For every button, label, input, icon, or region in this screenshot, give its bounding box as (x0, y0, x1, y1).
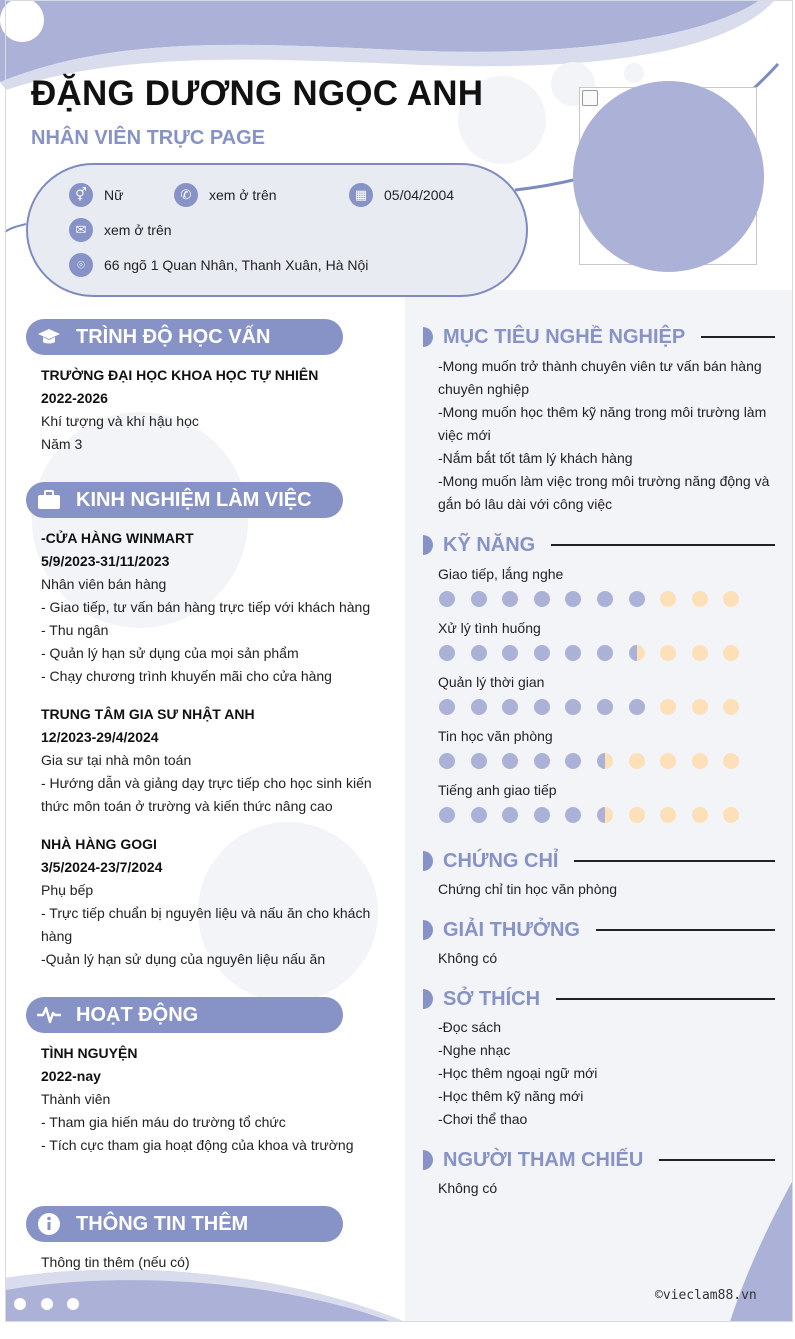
hobby-item: -Nghe nhạc (438, 1042, 511, 1058)
gender-icon: ⚥ (69, 183, 93, 207)
skill-dot (471, 807, 487, 823)
section-divider (659, 1159, 775, 1161)
references-title: NGƯỜI THAM CHIẾU (443, 1148, 644, 1171)
skill-dot (534, 807, 550, 823)
section-marker (423, 327, 433, 347)
job-position: Phụ bếp (41, 882, 94, 898)
education-heading (26, 319, 343, 355)
certificates-heading (423, 848, 775, 874)
skill-rating (439, 753, 759, 769)
section-divider (551, 544, 775, 546)
skills-heading (423, 532, 775, 558)
skill-dot (471, 645, 487, 661)
section-divider (701, 336, 775, 338)
skill-dot (660, 699, 676, 715)
awards-heading (423, 917, 775, 943)
school-name: TRƯỜNG ĐẠI HỌC KHOA HỌC TỰ NHIÊN (41, 367, 319, 383)
job-entry (41, 833, 379, 971)
objective-item: -Mong muốn làm việc trong môi trường năng động và gắn bó lâu dài với công việc (438, 473, 770, 512)
email-value: xem ở trên (104, 222, 172, 238)
education-block (41, 364, 379, 456)
job-period: 3/5/2024-23/7/2024 (41, 859, 163, 875)
info-icon (36, 1211, 62, 1237)
activities-heading (26, 997, 343, 1033)
skill-dot (597, 591, 613, 607)
references-block (438, 1177, 776, 1200)
reference-text: Không có (438, 1180, 498, 1196)
skill-dot (502, 645, 518, 661)
skill-dot (692, 699, 708, 715)
footer-dot (67, 1298, 79, 1310)
skill-dot (660, 807, 676, 823)
skill-dot (502, 699, 518, 715)
hobby-item: -Chơi thể thao (438, 1111, 528, 1127)
job-position: Nhân viên bán hàng (41, 576, 167, 592)
skill-dot (502, 753, 518, 769)
skill-dot (597, 807, 613, 823)
activities-block (41, 1042, 379, 1157)
address-value: 66 ngõ 1 Quan Nhân, Thanh Xuân, Hà Nội (104, 257, 369, 273)
skill-dot (692, 645, 708, 661)
briefcase-icon (36, 487, 62, 513)
birthday-value: 05/04/2004 (384, 187, 455, 203)
objective-block (438, 355, 776, 516)
hobbies-title: SỞ THÍCH (443, 987, 541, 1010)
skill-rating (439, 807, 759, 823)
job-entry (41, 527, 379, 688)
skill-dot (723, 699, 739, 715)
skill-dot (534, 591, 550, 607)
skill-name: Xử lý tình huống (438, 620, 541, 636)
company-name: -CỬA HÀNG WINMART (41, 530, 194, 546)
section-marker (423, 1150, 433, 1170)
section-marker (423, 851, 433, 871)
certificates-title: CHỨNG CHỈ (443, 849, 559, 872)
skill-dot (723, 807, 739, 823)
skill-dot (692, 807, 708, 823)
activity-period: 2022-nay (41, 1068, 101, 1084)
skill-name: Tiếng anh giao tiếp (438, 782, 557, 798)
references-heading (423, 1147, 775, 1173)
skill-dot (565, 753, 581, 769)
footer-dot (41, 1298, 53, 1310)
skill-dot (692, 753, 708, 769)
section-divider (556, 998, 775, 1000)
education-period: 2022-2026 (41, 390, 108, 406)
skill-dot (471, 591, 487, 607)
skill-dot (471, 699, 487, 715)
job-detail: - Quản lý hạn sử dụng của mọi sản phẩm (41, 645, 299, 661)
hobby-item: -Đọc sách (438, 1019, 502, 1035)
gender-value: Nữ (104, 187, 124, 203)
skill-dot (660, 645, 676, 661)
skill-dot (597, 753, 613, 769)
certificates-block (438, 878, 776, 901)
objective-title: MỤC TIÊU NGHỀ NGHIỆP (443, 325, 686, 348)
skill-rating (439, 591, 759, 607)
additional-block (41, 1251, 379, 1274)
job-detail: -Quản lý hạn sử dụng của nguyên liệu nấu ăn (41, 951, 326, 967)
contact-phone (174, 183, 277, 207)
awards-title: GIẢI THƯỞNG (443, 918, 580, 941)
skill-dot (502, 591, 518, 607)
broken-image-icon (582, 90, 598, 106)
activities-title: HOẠT ĐỘNG (76, 1003, 199, 1026)
contact-email (69, 218, 172, 242)
skill-dot (629, 753, 645, 769)
objective-item: -Nắm bắt tốt tâm lý khách hàng (438, 450, 633, 466)
company-name: TRUNG TÂM GIA SƯ NHẬT ANH (41, 706, 255, 722)
contact-birthday (349, 183, 454, 207)
section-marker (423, 535, 433, 555)
company-name: NHÀ HÀNG GOGI (41, 836, 157, 852)
skill-dot (439, 591, 455, 607)
skill-dot (660, 591, 676, 607)
objective-heading (423, 324, 775, 350)
location-pin-icon: ⌾ (69, 253, 93, 277)
activity-org: TÌNH NGUYỆN (41, 1045, 138, 1061)
skill-dot (565, 645, 581, 661)
hobby-item: -Học thêm kỹ năng mới (438, 1088, 584, 1104)
graduation-cap-icon (36, 324, 62, 350)
skill-dot (534, 645, 550, 661)
experience-block (41, 527, 379, 971)
footer-dot (14, 1298, 26, 1310)
skill-dot (723, 645, 739, 661)
skill-dot (565, 807, 581, 823)
phone-value: xem ở trên (209, 187, 277, 203)
job-title: NHÂN VIÊN TRỰC PAGE (31, 127, 266, 149)
education-year: Năm 3 (41, 436, 83, 452)
education-major: Khí tượng và khí hậu học (41, 413, 199, 429)
experience-title: KINH NGHIỆM LÀM VIỆC (76, 488, 312, 511)
activity-role: Thành viên (41, 1091, 111, 1107)
hobby-item: -Học thêm ngoại ngữ mới (438, 1065, 598, 1081)
objective-item: -Mong muốn trở thành chuyên viên tư vấn bán hàng chuyên nghiệp (438, 358, 762, 397)
skills-title: KỸ NĂNG (443, 533, 536, 556)
skill-name: Quản lý thời gian (438, 674, 545, 690)
skill-dot (439, 807, 455, 823)
objective-item: -Mong muốn học thêm kỹ năng trong môi trường làm việc mới (438, 404, 767, 443)
activity-detail: - Tích cực tham gia hoạt động của khoa và trường (41, 1137, 354, 1153)
certificate-text: Chứng chỉ tin học văn phòng (438, 881, 618, 897)
skill-dot (629, 591, 645, 607)
additional-title: THÔNG TIN THÊM (76, 1212, 249, 1235)
skill-dot (629, 699, 645, 715)
contact-gender (69, 183, 123, 207)
section-divider (574, 860, 775, 862)
skill-rating (439, 645, 759, 661)
section-marker (423, 989, 433, 1009)
skill-dot (629, 807, 645, 823)
job-detail: - Chạy chương trình khuyến mãi cho cửa hàng (41, 668, 332, 684)
skill-dot (565, 699, 581, 715)
skill-dot (439, 645, 455, 661)
additional-heading (26, 1206, 343, 1242)
job-detail: - Trực tiếp chuẩn bị nguyên liệu và nấu ăn cho khách hàng (41, 905, 371, 944)
candidate-name: ĐẶNG DƯƠNG NGỌC ANH (31, 74, 484, 113)
skill-dot (534, 699, 550, 715)
activity-detail: - Tham gia hiến máu do trường tổ chức (41, 1114, 286, 1130)
skill-dot (502, 807, 518, 823)
skill-dot (439, 699, 455, 715)
skill-dot (629, 645, 645, 661)
experience-heading (26, 482, 343, 518)
skill-name: Tin học văn phòng (438, 728, 553, 744)
skill-dot (565, 591, 581, 607)
hobbies-block (438, 1016, 776, 1131)
education-title: TRÌNH ĐỘ HỌC VẤN (76, 325, 271, 348)
skill-dot (660, 753, 676, 769)
calendar-icon: ▦ (349, 183, 373, 207)
award-text: Không có (438, 950, 498, 966)
hobbies-heading (423, 986, 775, 1012)
skill-rating (439, 699, 759, 715)
awards-block (438, 947, 776, 970)
watermark: ©vieclam88.vn (655, 1288, 757, 1303)
skill-name: Giao tiếp, lắng nghe (438, 566, 564, 582)
skill-dot (692, 591, 708, 607)
photo-circle (573, 81, 764, 272)
section-marker (423, 920, 433, 940)
skill-dot (439, 753, 455, 769)
job-position: Gia sư tại nhà môn toán (41, 752, 192, 768)
additional-text: Thông tin thêm (nếu có) (41, 1254, 190, 1270)
skill-dot (534, 753, 550, 769)
job-detail: - Hướng dẫn và giảng dạy trực tiếp cho học sinh kiến thức môn toán ở trường và kiến thức nâng cao (41, 775, 372, 814)
skill-dot (723, 753, 739, 769)
skill-dot (597, 699, 613, 715)
skill-dot (723, 591, 739, 607)
email-icon: ✉ (69, 218, 93, 242)
skill-dot (471, 753, 487, 769)
job-detail: - Thu ngân (41, 622, 109, 638)
section-divider (596, 929, 775, 931)
job-period: 5/9/2023-31/11/2023 (41, 553, 170, 569)
phone-icon: ✆ (174, 183, 198, 207)
job-entry (41, 703, 379, 818)
skill-dot (597, 645, 613, 661)
job-period: 12/2023-29/4/2024 (41, 729, 159, 745)
pulse-icon (36, 1002, 62, 1028)
job-detail: - Giao tiếp, tư vấn bán hàng trực tiếp với khách hàng (41, 599, 371, 615)
contact-address (69, 253, 368, 277)
